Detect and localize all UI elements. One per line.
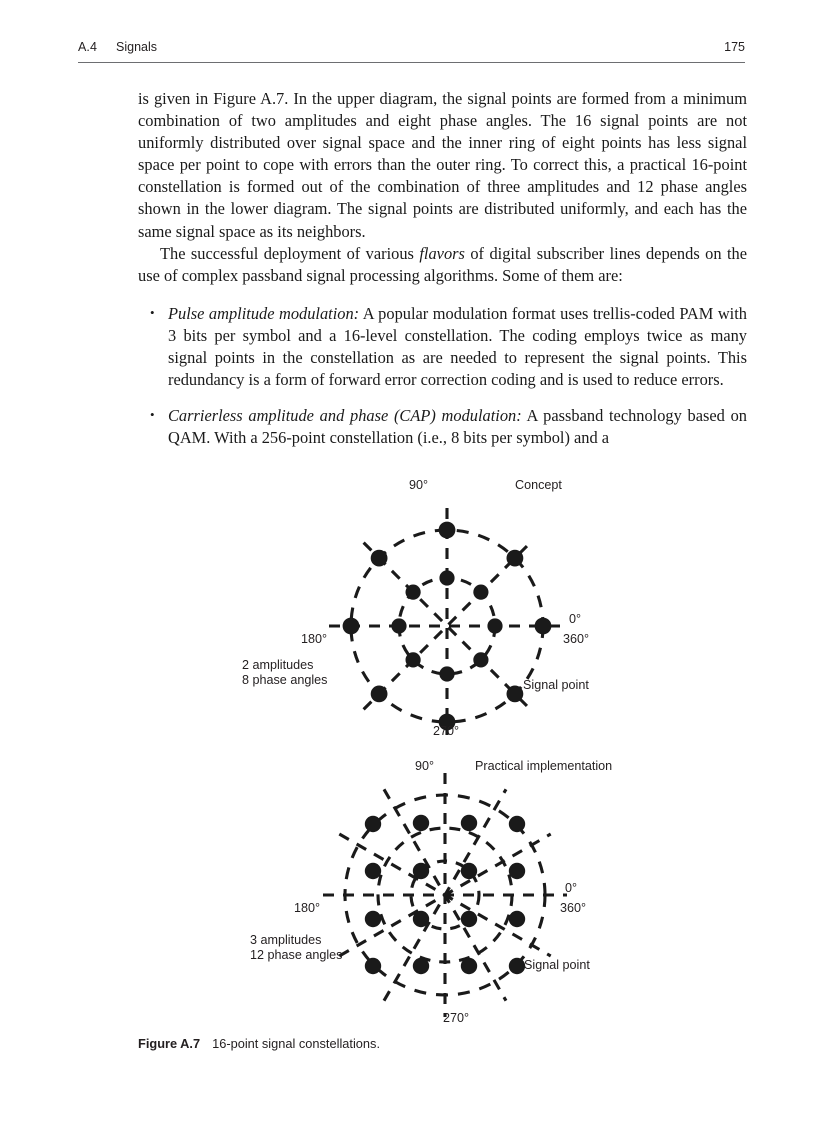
concept-constellation-diagram xyxy=(242,475,610,738)
list-item-text: A popular modulation format uses trellis-coded PAM with 3 bits per symbol and a 16-level constellation. The coding employs twice as many signal points in the constellation as are needed to represent the signal points. This redundancy is a form of forward error correction coding and is used to reduce errors. xyxy=(168,303,747,390)
phase-spokes xyxy=(323,773,567,1017)
signal-point xyxy=(371,686,388,703)
running-head-section: A.4 xyxy=(78,40,98,54)
signal-point xyxy=(509,911,525,927)
list-item-term: Carrierless amplitude and phase (CAP) modulation: xyxy=(168,406,522,426)
running-head-rule xyxy=(78,62,745,63)
bullet-list xyxy=(138,303,747,450)
signal-point xyxy=(391,618,406,633)
body-text-column xyxy=(138,88,747,463)
practical-signal-point-callout: Signal point xyxy=(524,958,590,972)
signal-point xyxy=(365,911,381,927)
signal-point xyxy=(507,550,524,567)
signal-point xyxy=(413,863,429,879)
signal-point xyxy=(413,911,429,927)
bullet-marker-icon: • xyxy=(150,304,155,320)
list-item-term: Pulse amplitude modulation: xyxy=(168,303,360,323)
signal-point xyxy=(473,652,488,667)
axis-label-360: 360° xyxy=(563,632,590,646)
signal-point xyxy=(535,618,552,635)
phase-spokes xyxy=(329,508,565,735)
paragraph-2-after: of digital subscriber lines depends on the use of complex passband signal processing algorithms. Some of them are: xyxy=(138,243,748,285)
signal-point xyxy=(413,815,429,831)
paragraph-2-before: The successful deployment of various xyxy=(160,243,420,263)
practical-constellation-svg xyxy=(295,755,615,1040)
concept-signal-point-callout: Signal point xyxy=(523,678,589,692)
signal-point xyxy=(439,666,454,681)
concept-annotation-amplitudes: 2 amplitudes xyxy=(242,658,314,672)
signal-point xyxy=(461,911,477,927)
paragraph-2-italic: flavors xyxy=(419,243,465,263)
signal-point xyxy=(461,958,477,974)
signal-point xyxy=(439,522,456,539)
signal-point xyxy=(365,958,381,974)
signal-point xyxy=(365,863,381,879)
paragraph-1: is given in Figure A.7. In the upper diagram, the signal points are formed from a minimum combination of two amplitudes and eight phase angles. The 16 signal points are not uniformly distributed over signal space and the inner ring of eight points has less signal space per point to cope with errors than the outer ring. To correct this, a practical 16-point constellation is formed out of the combination of three amplitudes and 12 phase angles shown in the lower diagram. The signal points are distributed uniformly, and each has the same signal space as its neighbors. xyxy=(138,89,747,241)
concept-constellation-svg xyxy=(310,475,610,735)
figure-caption xyxy=(138,1036,380,1051)
signal-point xyxy=(343,618,360,635)
axis-label-180: 180° xyxy=(301,632,328,646)
paragraph-2 xyxy=(138,243,747,287)
bullet-marker-icon: • xyxy=(150,407,155,423)
axis-label-180: 180° xyxy=(294,901,321,915)
signal-point xyxy=(509,816,525,832)
axis-label-90: 90° xyxy=(409,478,429,492)
signal-point xyxy=(406,585,421,600)
signal-point xyxy=(461,863,477,879)
signal-point xyxy=(509,958,525,974)
practical-title: Practical implementation xyxy=(475,759,613,773)
axis-label-270: 270° xyxy=(433,724,460,738)
list-item xyxy=(138,405,747,449)
running-head-title: Signals xyxy=(116,40,157,54)
figure-a7 xyxy=(0,455,816,1055)
figure-caption-number: Figure A.7 xyxy=(138,1036,201,1051)
signal-point xyxy=(473,585,488,600)
axis-label-270: 270° xyxy=(443,1011,470,1025)
list-item-text: A passband technology based on QAM. With a 256-point constellation (i.e., 8 bits per symbol) and a xyxy=(168,406,747,448)
axis-label-0: 0° xyxy=(569,612,582,626)
axis-label-360: 360° xyxy=(560,901,587,915)
signal-point xyxy=(439,570,454,585)
axis-label-0: 0° xyxy=(565,881,578,895)
signal-point xyxy=(413,958,429,974)
signal-point xyxy=(509,863,525,879)
signal-point xyxy=(371,550,388,567)
axis-label-90: 90° xyxy=(415,759,435,773)
page-number: 175 xyxy=(724,40,745,54)
signal-point xyxy=(461,815,477,831)
figure-caption-text: 16-point signal constellations. xyxy=(212,1036,380,1051)
practical-annotation-amplitudes: 3 amplitudes xyxy=(250,933,322,947)
practical-annotation-phase-angles: 12 phase angles xyxy=(250,948,343,962)
signal-point xyxy=(365,816,381,832)
practical-constellation-diagram xyxy=(250,755,615,1040)
signal-point xyxy=(487,618,502,633)
signal-point xyxy=(406,652,421,667)
concept-annotation-phase-angles: 8 phase angles xyxy=(242,673,328,687)
list-item xyxy=(138,303,747,391)
signal-point xyxy=(507,686,524,703)
concept-title: Concept xyxy=(515,478,562,492)
